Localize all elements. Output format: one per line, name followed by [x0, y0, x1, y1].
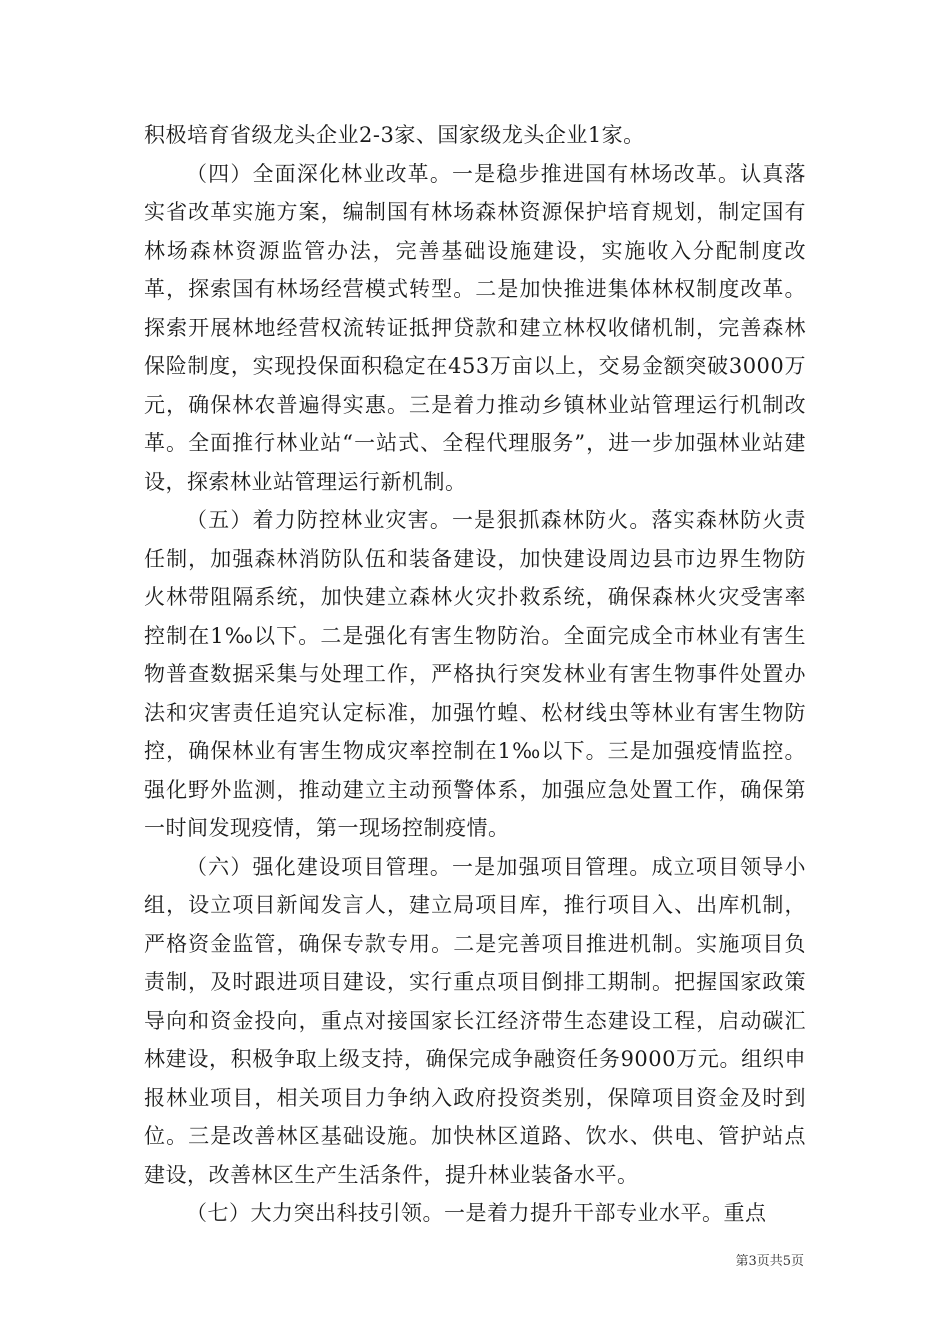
paragraph-section-6: （六）强化建设项目管理。一是加强项目管理。成立项目领导小组，设立项目新闻发言人，建立局项目库，推行项目入、出库机制，严格资金监管，确保专款专用。二是完善项目推进机制。实施项目负责制，及时跟进项目建设，实行重点项目倒排工期制。把握国家政策导向和资金投向，重点对接国家长江经济带生态建设工程，启动碳汇林建设，积极争取上级支持，确保完成争融资任务9000万元。组织申报林业项目，相关项目力争纳入政府投资类别，保障项目资金及时到位。三是改善林区基础设施。加快林区道路、饮水、供电、管护站点建设，改善林区生产生活条件，提升林业装备水平。: [144, 854, 806, 1187]
paragraph-section-4: （四）全面深化林业改革。一是稳步推进国有林场改革。认真落实省改革实施方案，编制国有林场森林资源保护培育规划，制定国有林场森林资源监管办法，完善基础设施建设，实施收入分配制度改革，探索国有林场经营模式转型。二是加快推进集体林权制度改革。探索开展林地经营权流转证抵押贷款和建立林权收储机制，完善森林保险制度，实现投保面积稳定在453万亩以上，交易金额突破3000万元，确保林农普遍得实惠。三是着力推动乡镇林业站管理运行机制改革。全面推行林业站“一站式、全程代理服务”，进一步加强林业站建设，探索林业站管理运行新机制。: [144, 161, 806, 494]
document-body: [144, 116, 806, 1233]
paragraph-section-5: （五）着力防控林业灾害。一是狠抓森林防火。落实森林防火责任制，加强森林消防队伍和装备建设，加快建设周边县市边界生物防火林带阻隔系统，加快建立森林火灾扑救系统，确保森林火灾受害率控制在1‰以下。二是强化有害生物防治。全面完成全市林业有害生物普查数据采集与处理工作，严格执行突发林业有害生物事件处置办法和灾害责任追究认定标准，加强竹蝗、松材线虫等林业有害生物防控，确保林业有害生物成灾率控制在1‰以下。三是加强疫情监控。强化野外监测，推动建立主动预警体系，加强应急处置工作，确保第一时间发现疫情，第一现场控制疫情。: [144, 508, 806, 840]
paragraph-section-7: （七）大力突出科技引领。一是着力提升干部专业水平。重点: [186, 1201, 767, 1225]
page-number-footer: 第3页共5页: [735, 1254, 804, 1269]
paragraph-1: 积极培育省级龙头企业2-3家、国家级龙头企业1家。: [144, 123, 645, 147]
